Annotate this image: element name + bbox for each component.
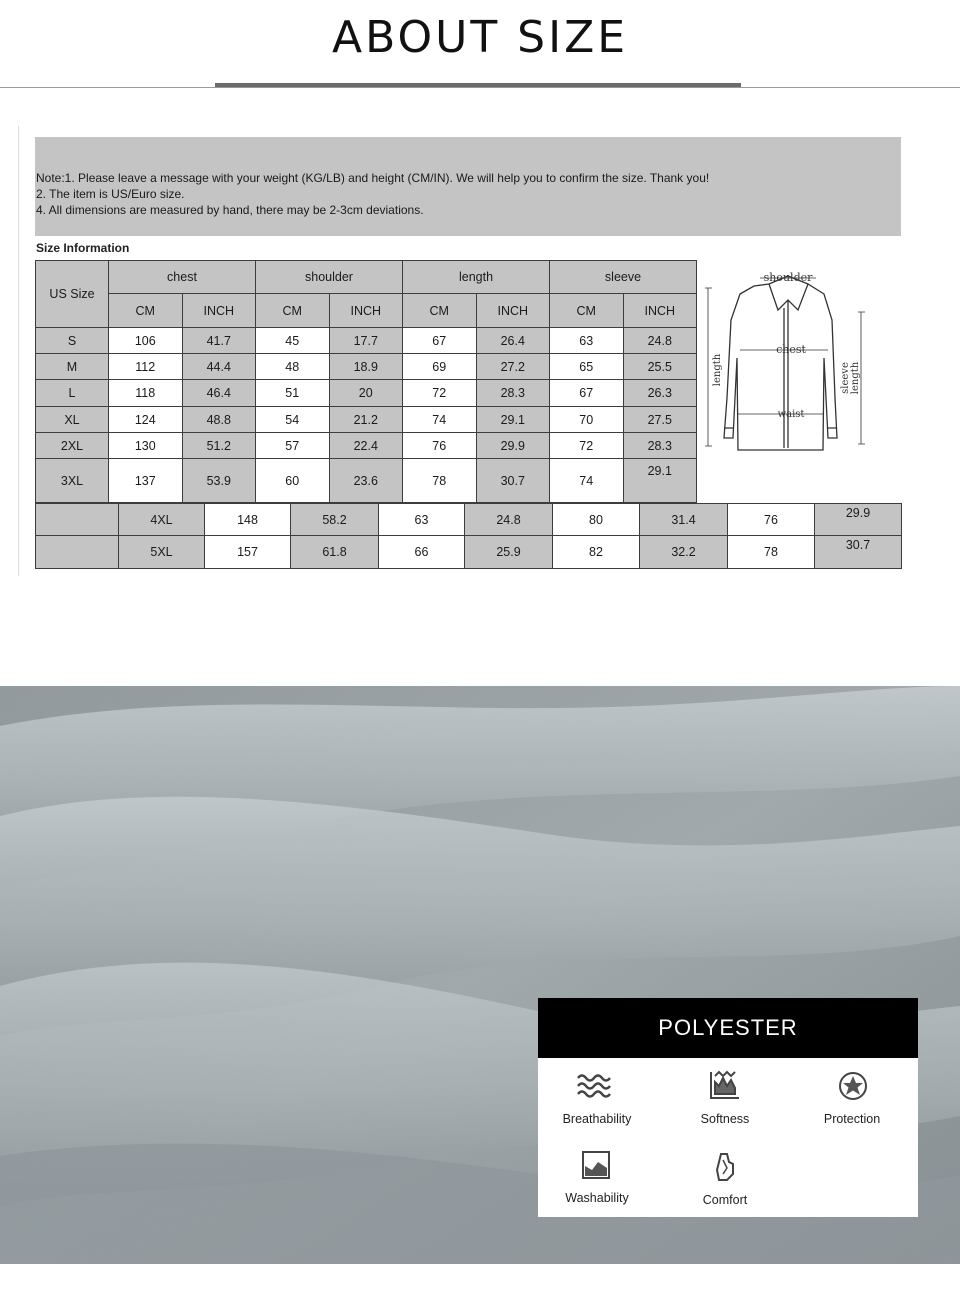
comfort-icon bbox=[705, 1150, 745, 1182]
shirt-icon bbox=[724, 276, 837, 450]
table-cell: 148 bbox=[204, 503, 291, 536]
washability-icon bbox=[576, 1150, 616, 1182]
table-cell: 80 bbox=[552, 503, 640, 536]
material-features-panel bbox=[538, 1058, 918, 1217]
table-cell: 25.5 bbox=[623, 353, 698, 380]
table-cell: 112 bbox=[108, 353, 183, 380]
table-cell: 76 bbox=[402, 432, 477, 459]
table-cell: 63 bbox=[549, 327, 624, 354]
table-cell: 72 bbox=[549, 432, 624, 459]
table-cell: 65 bbox=[549, 353, 624, 380]
header-group-sleeve: sleeve bbox=[549, 260, 697, 294]
table-cell: 18.9 bbox=[329, 353, 404, 380]
diagram-length-label: length bbox=[712, 353, 723, 387]
table-cell: 30.7 bbox=[476, 458, 551, 503]
table-cell: 31.4 bbox=[639, 503, 728, 536]
header-divider bbox=[0, 87, 960, 88]
page-title: ABOUT SIZE bbox=[331, 12, 629, 63]
left-divider bbox=[18, 126, 19, 576]
table-cell: 48 bbox=[255, 353, 330, 380]
table-cell: 51 bbox=[255, 379, 330, 407]
size-information-label: Size Information bbox=[36, 241, 130, 255]
feature-label-comfort: Comfort bbox=[702, 1193, 748, 1207]
header-unit: INCH bbox=[476, 293, 551, 328]
table-cell: 118 bbox=[108, 379, 183, 407]
table-cell: 82 bbox=[552, 535, 640, 569]
table-cell: 66 bbox=[378, 535, 465, 569]
size-label-cell: XL bbox=[35, 406, 109, 433]
feature-label-softness: Softness bbox=[700, 1112, 750, 1126]
table-cell bbox=[35, 535, 119, 569]
waves-icon bbox=[576, 1070, 616, 1102]
table-cell: 24.8 bbox=[623, 327, 698, 354]
diagram-waist-label: waist bbox=[777, 409, 805, 420]
table-cell: 124 bbox=[108, 406, 183, 433]
table-cell: 48.8 bbox=[182, 406, 257, 433]
feature-label-washability: Washability bbox=[565, 1191, 629, 1205]
diagram-chest-label: chest bbox=[776, 343, 806, 356]
table-cell: 54 bbox=[255, 406, 330, 433]
table-cell: 130 bbox=[108, 432, 183, 459]
table-cell: 60 bbox=[255, 458, 330, 503]
header-unit: CM bbox=[402, 293, 477, 328]
table-cell: 17.7 bbox=[329, 327, 404, 354]
table-cell: 27.5 bbox=[623, 406, 698, 433]
size-label-cell: M bbox=[35, 353, 109, 380]
feature-label-protection: Protection bbox=[823, 1112, 881, 1126]
table-cell: 29.1 bbox=[476, 406, 551, 433]
size-label-cell: L bbox=[35, 379, 109, 407]
table-cell: 69 bbox=[402, 353, 477, 380]
header-unit: INCH bbox=[182, 293, 257, 328]
table-cell: 25.9 bbox=[464, 535, 553, 569]
header-unit: CM bbox=[549, 293, 624, 328]
table-cell: 72 bbox=[402, 379, 477, 407]
table-cell: 78 bbox=[727, 535, 815, 569]
size-label-cell: 5XL bbox=[118, 535, 205, 569]
table-cell: 70 bbox=[549, 406, 624, 433]
table-cell: 21.2 bbox=[329, 406, 404, 433]
size-label-cell: S bbox=[35, 327, 109, 354]
table-cell: 53.9 bbox=[182, 458, 257, 503]
header-group-length: length bbox=[402, 260, 550, 294]
table-cell: 76 bbox=[727, 503, 815, 536]
diagram-sleeve-length-label: length bbox=[850, 361, 861, 395]
header-group-shoulder: shoulder bbox=[255, 260, 403, 294]
table-cell: 26.3 bbox=[623, 379, 698, 407]
feature-label-breathability: Breathability bbox=[562, 1112, 632, 1126]
shirt-measurement-diagram bbox=[704, 268, 868, 458]
header-unit: INCH bbox=[329, 293, 404, 328]
protection-icon bbox=[833, 1070, 873, 1102]
table-cell: 51.2 bbox=[182, 432, 257, 459]
softness-icon bbox=[705, 1070, 745, 1102]
table-cell: 45 bbox=[255, 327, 330, 354]
table-cell: 74 bbox=[402, 406, 477, 433]
table-cell: 46.4 bbox=[182, 379, 257, 407]
material-title: POLYESTER bbox=[538, 998, 918, 1058]
table-cell: 29.1 bbox=[623, 458, 698, 503]
table-cell: 20 bbox=[329, 379, 404, 407]
header-unit: CM bbox=[108, 293, 183, 328]
table-cell: 41.7 bbox=[182, 327, 257, 354]
diagram-sleeve-label: sleeve bbox=[840, 362, 851, 394]
header-us-size: US Size bbox=[35, 260, 109, 328]
table-cell: 30.7 bbox=[814, 535, 902, 569]
diagram-shoulder-label: shoulder bbox=[763, 271, 813, 284]
note-box bbox=[35, 137, 901, 236]
table-cell: 26.4 bbox=[476, 327, 551, 354]
table-cell: 28.3 bbox=[623, 432, 698, 459]
table-cell: 29.9 bbox=[814, 503, 902, 536]
table-cell: 67 bbox=[549, 379, 624, 407]
note-line-1: Note:1. Please leave a message with your weight (KG/LB) and height (CM/IN). We will help you to confirm the size. Thank you! bbox=[36, 171, 710, 185]
table-cell: 29.9 bbox=[476, 432, 551, 459]
header-unit: CM bbox=[255, 293, 330, 328]
table-cell: 78 bbox=[402, 458, 477, 503]
table-cell: 106 bbox=[108, 327, 183, 354]
header-group-chest: chest bbox=[108, 260, 256, 294]
note-line-2: 2. The item is US/Euro size. bbox=[36, 187, 185, 201]
size-label-cell: 2XL bbox=[35, 432, 109, 459]
table-cell: 63 bbox=[378, 503, 465, 536]
table-cell: 74 bbox=[549, 458, 624, 503]
table-cell: 58.2 bbox=[290, 503, 379, 536]
size-label-cell: 4XL bbox=[118, 503, 205, 536]
table-cell: 23.6 bbox=[329, 458, 404, 503]
table-cell: 28.3 bbox=[476, 379, 551, 407]
note-line-3: 4. All dimensions are measured by hand, there may be 2-3cm deviations. bbox=[36, 203, 424, 217]
table-cell: 24.8 bbox=[464, 503, 553, 536]
table-cell: 32.2 bbox=[639, 535, 728, 569]
table-cell: 157 bbox=[204, 535, 291, 569]
table-cell: 44.4 bbox=[182, 353, 257, 380]
header-unit: INCH bbox=[623, 293, 698, 328]
table-cell: 137 bbox=[108, 458, 183, 503]
table-cell: 57 bbox=[255, 432, 330, 459]
table-cell bbox=[35, 503, 119, 536]
table-cell: 61.8 bbox=[290, 535, 379, 569]
table-cell: 22.4 bbox=[329, 432, 404, 459]
size-label-cell: 3XL bbox=[35, 458, 109, 503]
table-cell: 27.2 bbox=[476, 353, 551, 380]
table-cell: 67 bbox=[402, 327, 477, 354]
